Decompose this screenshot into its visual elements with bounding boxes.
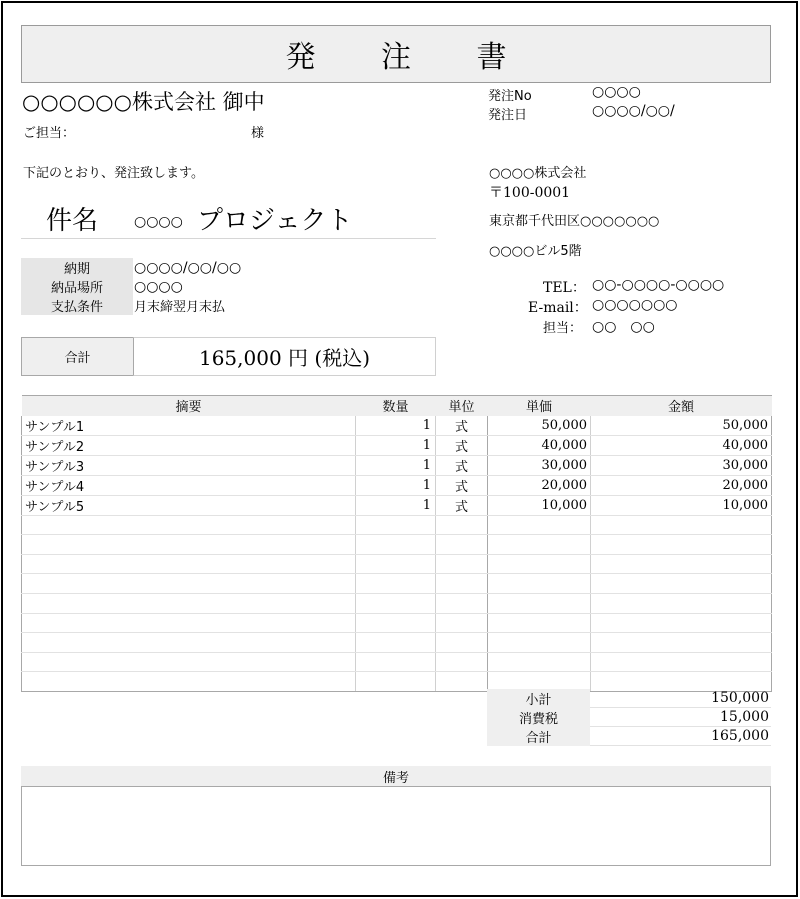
issuer-postal: 〒100-0001: [489, 185, 571, 201]
issuer-address1: 東京都千代田区○○○○○○○: [489, 214, 660, 229]
item-price: [488, 652, 591, 672]
table-row: [22, 554, 772, 574]
item-unit: 式: [436, 416, 488, 436]
item-unit: [436, 672, 488, 692]
item-amount: [591, 574, 772, 594]
item-unit: [436, 652, 488, 672]
due-label: 納期: [21, 258, 133, 277]
items-table: [21, 395, 772, 692]
item-unit: [436, 535, 488, 555]
table-row: [22, 435, 772, 455]
item-qty: 1: [356, 455, 436, 475]
item-unit: 式: [436, 495, 488, 515]
table-row: [22, 613, 772, 633]
header-price: 単価: [488, 396, 591, 416]
table-row: [22, 574, 772, 594]
subject-underline: [21, 238, 436, 239]
item-unit: [436, 554, 488, 574]
item-desc: [22, 593, 356, 613]
item-qty: 1: [356, 416, 436, 436]
subject-label: 件名: [46, 206, 99, 236]
item-amount: 30,000: [591, 455, 772, 475]
order-no-value: ○○○○: [592, 84, 641, 100]
item-desc: [22, 633, 356, 653]
item-unit: 式: [436, 475, 488, 495]
item-price: 50,000: [488, 416, 591, 436]
item-price: [488, 574, 591, 594]
item-amount: 10,000: [591, 495, 772, 515]
item-qty: [356, 633, 436, 653]
document-title: 発 注 書: [21, 25, 771, 83]
remarks-text: [21, 786, 771, 866]
item-qty: [356, 515, 436, 535]
item-desc: [22, 574, 356, 594]
item-qty: 1: [356, 435, 436, 455]
summary-total-value: 165,000: [590, 727, 771, 746]
table-header-row: [22, 396, 772, 416]
table-row: [22, 416, 772, 436]
order-no-label: 発注No: [488, 89, 532, 104]
item-amount: 40,000: [591, 435, 772, 455]
issuer-company: ○○○○株式会社: [489, 166, 587, 181]
item-price: [488, 554, 591, 574]
item-price: [488, 633, 591, 653]
item-qty: [356, 593, 436, 613]
item-desc: [22, 535, 356, 555]
item-amount: [591, 633, 772, 653]
item-unit: [436, 515, 488, 535]
terms-label: 支払条件: [21, 296, 133, 315]
item-desc: [22, 613, 356, 633]
item-price: 10,000: [488, 495, 591, 515]
item-qty: 1: [356, 495, 436, 515]
item-price: 20,000: [488, 475, 591, 495]
item-amount: [591, 515, 772, 535]
item-amount: 50,000: [591, 416, 772, 436]
item-desc: [22, 515, 356, 535]
item-desc: サンプル1: [22, 416, 356, 436]
subtotal-value: 150,000: [590, 689, 771, 708]
item-desc: サンプル4: [22, 475, 356, 495]
item-price: [488, 613, 591, 633]
place-label: 納品場所: [21, 277, 133, 296]
table-row: [22, 475, 772, 495]
email-label: E-mail：: [528, 300, 588, 316]
person-value: ○○ ○○: [592, 319, 655, 335]
item-desc: [22, 672, 356, 692]
item-unit: 式: [436, 455, 488, 475]
table-row: [22, 455, 772, 475]
item-qty: [356, 554, 436, 574]
item-price: [488, 593, 591, 613]
table-row: [22, 495, 772, 515]
table-row: [22, 593, 772, 613]
due-value: ○○○○/○○/○○: [134, 259, 242, 276]
item-desc: サンプル2: [22, 435, 356, 455]
intro-text: 下記のとおり、発注致します。: [23, 166, 204, 181]
item-qty: [356, 535, 436, 555]
subject-prefix: ○○○○: [134, 214, 183, 230]
table-row: [22, 535, 772, 555]
place-value: ○○○○: [134, 278, 183, 295]
item-unit: [436, 593, 488, 613]
summary-total-label: 合計: [487, 727, 590, 746]
item-amount: 20,000: [591, 475, 772, 495]
tax-label: 消費税: [487, 708, 590, 727]
table-row: [22, 652, 772, 672]
item-qty: [356, 574, 436, 594]
item-unit: [436, 574, 488, 594]
header-desc: 摘要: [22, 396, 356, 416]
item-amount: [591, 554, 772, 574]
table-row: [22, 633, 772, 653]
item-amount: [591, 593, 772, 613]
item-desc: サンプル3: [22, 455, 356, 475]
item-price: [488, 515, 591, 535]
remarks-label: 備考: [21, 766, 771, 786]
contact-label: ご担当：: [23, 126, 76, 141]
item-qty: [356, 652, 436, 672]
subtotal-label: 小計: [487, 689, 590, 708]
item-price: 30,000: [488, 455, 591, 475]
header-unit: 単位: [436, 396, 488, 416]
total-value: 165,000 円 (税込): [133, 337, 436, 376]
person-label: 担当：: [543, 321, 583, 336]
item-qty: [356, 613, 436, 633]
order-date-label: 発注日: [488, 108, 528, 123]
item-desc: サンプル5: [22, 495, 356, 515]
item-amount: [591, 535, 772, 555]
item-desc: [22, 652, 356, 672]
order-date-value: ○○○○/○○/: [592, 103, 675, 119]
issuer-address2: ○○○○ビル5階: [489, 244, 582, 259]
item-unit: [436, 633, 488, 653]
total-label: 合計: [21, 337, 133, 376]
item-unit: [436, 613, 488, 633]
terms-value: 月末締翌月末払: [134, 300, 226, 315]
item-unit: 式: [436, 435, 488, 455]
item-desc: [22, 554, 356, 574]
tax-value: 15,000: [590, 708, 771, 727]
item-qty: [356, 672, 436, 692]
recipient-name: ○○○○○○株式会社 御中: [22, 90, 265, 114]
item-price: [488, 535, 591, 555]
email-value: ○○○○○○○: [592, 297, 678, 313]
item-amount: [591, 613, 772, 633]
header-qty: 数量: [356, 396, 436, 416]
item-price: 40,000: [488, 435, 591, 455]
table-row: [22, 515, 772, 535]
tel-label: TEL：: [543, 280, 586, 296]
tel-value: ○○-○○○○-○○○○: [592, 277, 725, 293]
header-amount: 金額: [591, 396, 772, 416]
subject-value: プロジェクト: [197, 206, 353, 236]
item-amount: [591, 652, 772, 672]
item-qty: 1: [356, 475, 436, 495]
honorific: 様: [251, 126, 265, 141]
